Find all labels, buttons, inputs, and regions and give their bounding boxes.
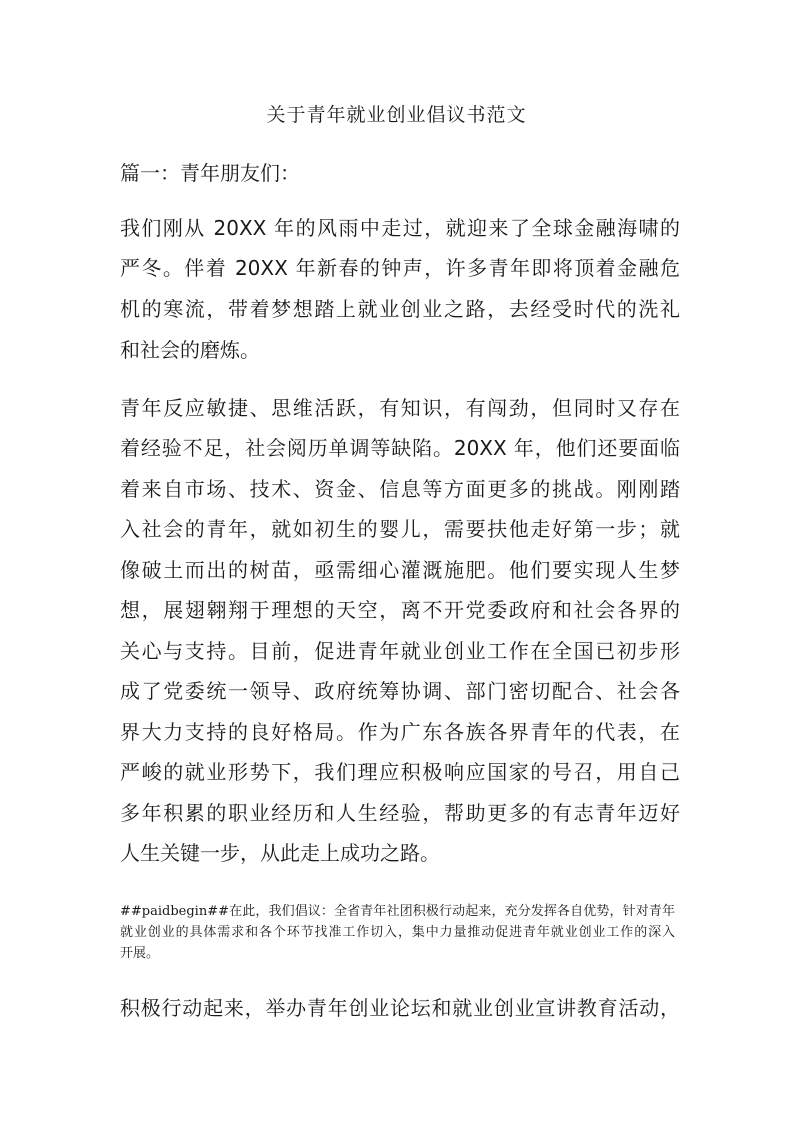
paragraph-line: 我们刚从 20XX 年的风雨中走过，就迎来了全球金融海啸的	[120, 216, 680, 240]
paragraph-line: 积极行动起来，举办青年创业论坛和就业创业宣讲教育活动，	[120, 996, 680, 1020]
paragraph-line: 和社会的磨炼。	[120, 338, 260, 362]
paragraph-line: ##paidbegin##在此，我们倡议：全省青年社团积极行动起来，充分发挥各自优势，针对青年	[120, 904, 675, 919]
paragraph-line: 入社会的青年，就如初生的婴儿，需要扶他走好第一步；就	[120, 517, 680, 541]
document-title: 关于青年就业创业倡议书范文	[266, 104, 527, 126]
paragraph-line: 多年积累的职业经历和人生经验，帮助更多的有志青年迈好	[120, 801, 680, 825]
paragraph-line: 机的寒流，带着梦想踏上就业创业之路，去经受时代的洗礼	[120, 297, 680, 321]
paragraph-line: 严冬。伴着 20XX 年新春的钟声，许多青年即将顶着金融危	[120, 256, 680, 280]
paragraph-line: 关心与支持。目前，促进青年就业创业工作在全国已初步形	[120, 639, 680, 663]
paragraph-line: 着经验不足，社会阅历单调等缺陷。20XX 年，他们还要面临	[120, 436, 680, 460]
paragraph-line: 就业创业的具体需求和各个环节找准工作切入，集中力量推动促进青年就业创业工作的深入	[120, 925, 675, 940]
paragraph-line: 成了党委统一领导、政府统筹协调、部门密切配合、社会各	[120, 679, 680, 703]
paragraph-line: 像破土而出的树苗，亟需细心灌溉施肥。他们要实现人生梦	[120, 558, 680, 582]
paragraph-line: 着来自市场、技术、资金、信息等方面更多的挑战。刚刚踏	[120, 477, 680, 501]
paragraph-line: 人生关键一步，从此走上成功之路。	[120, 841, 440, 865]
paragraph-line: 严峻的就业形势下，我们理应积极响应国家的号召，用自己	[120, 760, 680, 784]
paragraph-line: 开展。	[120, 946, 160, 961]
paragraph-line: 青年反应敏捷、思维活跃，有知识，有闯劲，但同时又存在	[120, 396, 680, 420]
paragraph-line: 想，展翅翱翔于理想的天空，离不开党委政府和社会各界的	[120, 598, 680, 622]
paragraph-line: 界大力支持的良好格局。作为广东各族各界青年的代表，在	[120, 720, 680, 744]
section-heading: 篇一：青年朋友们：	[120, 161, 300, 185]
